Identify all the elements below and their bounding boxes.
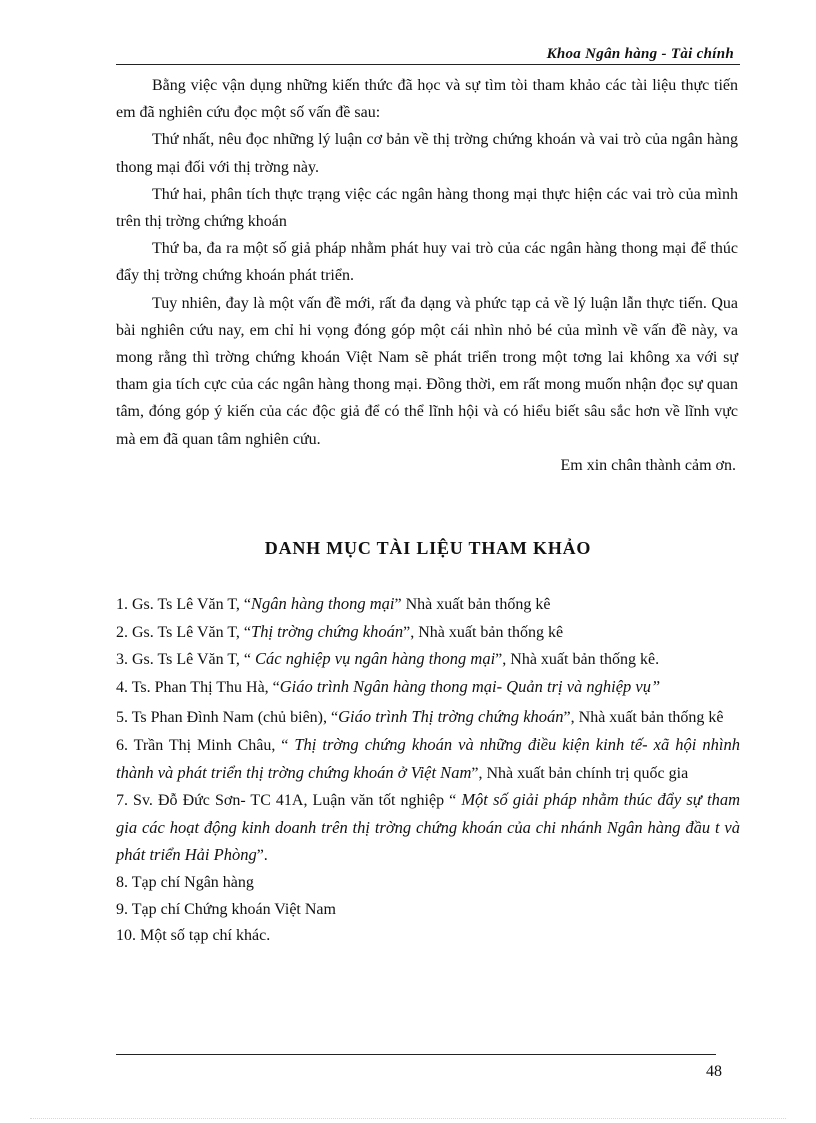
body-paragraph: Bằng việc vận dụng những kiến thức đã học và sự tìm tòi tham khảo các tài liệu thực tiến em đã nghiên cứu đọc một số vấn đề sau: bbox=[116, 77, 738, 122]
body-paragraph: Thứ nhất, nêu đọc những lý luận cơ bản về thị trờng chứng khoán và vai trò của ngân hàng thong mại đối với thị trờng này. bbox=[116, 131, 738, 176]
reference-item: 5. Ts Phan Đình Nam (chủ biên), “Giáo trình Thị trờng chứng khoán”, Nhà xuất bản thống kê bbox=[116, 707, 724, 727]
reference-list bbox=[116, 591, 740, 950]
body-paragraph: Thứ ba, đa ra một số giả pháp nhằm phát huy vai trò của các ngân hàng thong mại để thúc đẩy thị trờng chứng khoán phát triển. bbox=[116, 240, 738, 285]
reference-title: Giáo trình Thị trờng chứng khoán bbox=[338, 707, 564, 727]
header-rule bbox=[116, 64, 740, 65]
closing-line: Em xin chân thành cảm ơn. bbox=[560, 457, 736, 474]
reference-item: 9. Tạp chí Chứng khoán Việt Nam bbox=[116, 900, 336, 918]
body-paragraph: Thứ hai, phân tích thực trạng việc các ngân hàng thong mại thực hiện các vai trò của mình trên thị trờng chứng khoán bbox=[116, 185, 738, 231]
footer-rule bbox=[116, 1054, 716, 1055]
reference-item: 4. Ts. Phan Thị Thu Hà, “Giáo trình Ngân hàng thong mại- Quản trị và nghiệp vụ” bbox=[116, 676, 661, 696]
scan-edge bbox=[30, 1118, 786, 1119]
reference-title: Thị trờng chứng khoán bbox=[251, 621, 404, 641]
reference-title: Ngân hàng thong mại bbox=[251, 594, 395, 613]
body-paragraph: Tuy nhiên, đay là một vấn đề mới, rất đa dạng và phức tạp cả về lý luận lẫn thực tiến. Qua bài nghiên cứu nay, em chỉ hi vọng đóng góp một cái nhìn nhỏ bé của mình về vấn đề này, va mong rằng thì trờng chứng khoán Việt Nam sẽ phát triển trong một tơng lai không xa với sự tham gia tích cực của các ngân hàng thong mại. Đồng thời, em rất mong muốn nhận đọc sự quan tâm, đóng góp ý kiến của các độc giả để có thể lĩnh hội và có hiểu biết sâu sắc hơn về lĩnh vực mà em đã quan tâm nghiên cứu. bbox=[116, 294, 738, 448]
reference-item: 10. Một số tạp chí khác. bbox=[116, 927, 271, 945]
reference-title: Thị trờng chứng khoán và những điều kiện kinh tế- xã hội nhình thành và phát triển thị trờng chứng khoán ở Việt Nam bbox=[116, 734, 741, 782]
page-number: 48 bbox=[706, 1063, 722, 1080]
reference-title: Một số giải pháp nhằm thúc đẩy sự tham gia các hoạt động kinh doanh trên thị trờng chứng khoán của chi nhánh Ngân hàng đầu t và phát triển Hải Phòng bbox=[116, 790, 740, 865]
reference-item: 8. Tạp chí Ngân hàng bbox=[116, 873, 254, 891]
reference-item: 6. Trần Thị Minh Châu, “ Thị trờng chứng khoán và những điều kiện kinh tế- xã hội nhình thành và phát triển thị trờng chứng khoán ở Việt Nam”, Nhà xuất bản chính trị quốc gia bbox=[116, 734, 741, 782]
body-text bbox=[116, 72, 738, 453]
running-header: Khoa Ngân hàng - Tài chính bbox=[546, 46, 734, 62]
reference-item: 7. Sv. Đỗ Đức Sơn- TC 41A, Luận văn tốt nghiệp “ Một số giải pháp nhằm thúc đẩy sự tham gia các hoạt động kinh doanh trên thị trờng chứng khoán của chi nhánh Ngân hàng đầu t và phát triển Hải Phòng”. bbox=[116, 790, 740, 865]
reference-title: Giáo trình Ngân hàng thong mại- Quản trị và nghiệp vụ” bbox=[279, 676, 661, 696]
reference-item: 2. Gs. Ts Lê Văn T, “Thị trờng chứng khoán”, Nhà xuất bản thống kê bbox=[116, 621, 564, 641]
reference-item: 3. Gs. Ts Lê Văn T, “ Các nghiệp vụ ngân hàng thong mại”, Nhà xuất bản thống kê. bbox=[116, 649, 660, 669]
reference-item: 1. Gs. Ts Lê Văn T, “Ngân hàng thong mại” Nhà xuất bản thống kê bbox=[116, 594, 551, 613]
reference-title: Các nghiệp vụ ngân hàng thong mại bbox=[255, 649, 496, 669]
references-title: DANH MỤC TÀI LIỆU THAM KHẢO bbox=[264, 538, 592, 558]
